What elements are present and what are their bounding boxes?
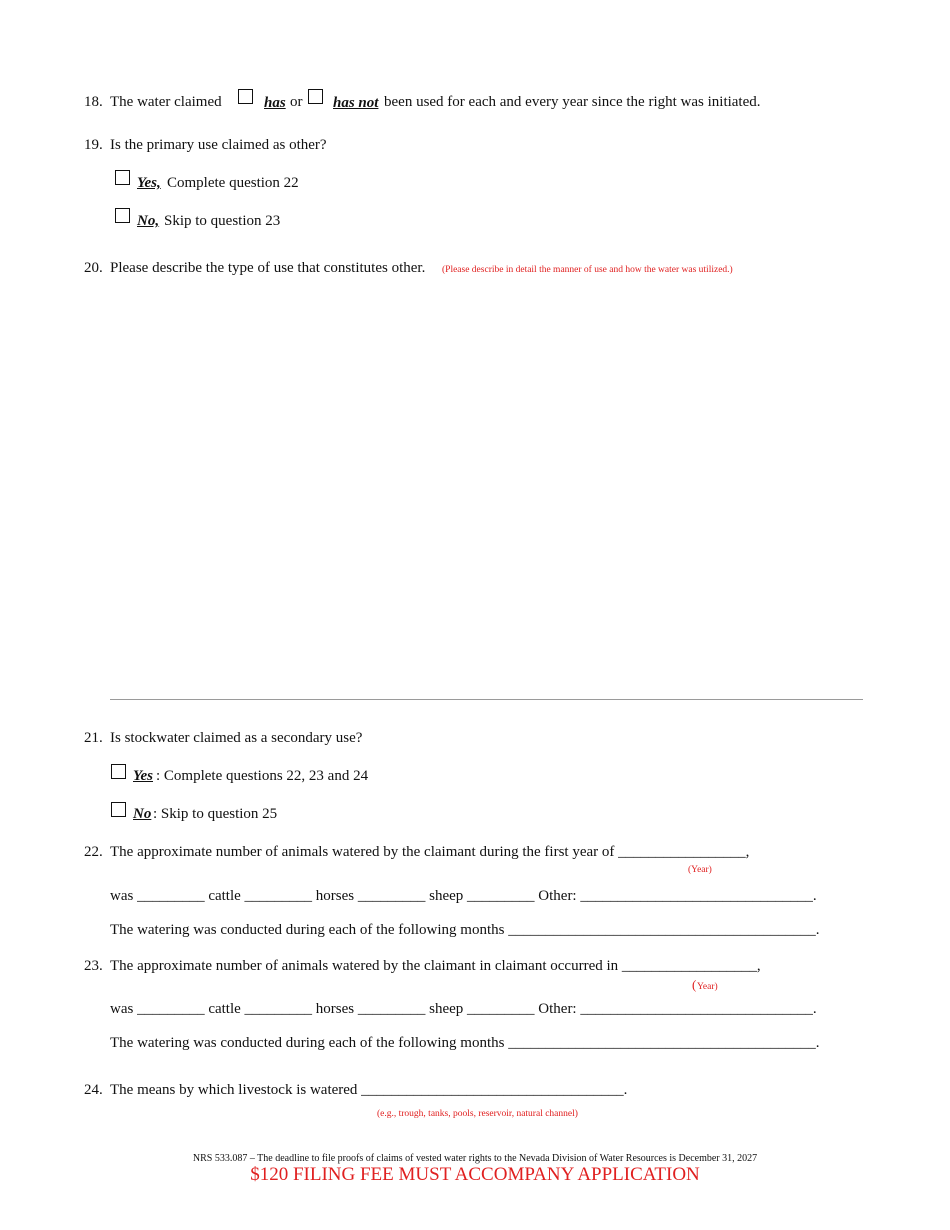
q19-yes-text: Complete question 22	[167, 175, 299, 191]
q23-number: 23.	[84, 958, 103, 974]
q20-number: 20.	[84, 260, 103, 276]
footer-nrs-line: NRS 533.087 – The deadline to file proofs of claims of vested water rights to the Nevada Division of Water Resources is December 31, 2027	[192, 1153, 758, 1164]
q22-months-line[interactable]: The watering was conducted during each of the following months _________________________________________.	[110, 922, 820, 938]
q21-yes-label: Yes	[133, 768, 153, 784]
q18-text-before: The water claimed	[110, 94, 222, 110]
q24-number: 24.	[84, 1082, 103, 1098]
q20-note: (Please describe in detail the manner of use and how the water was utilized.)	[442, 265, 733, 275]
q21-yes-text: : Complete questions 22, 23 and 24	[156, 768, 369, 784]
q19-no-label: No,	[137, 213, 160, 229]
q23-question[interactable]: The approximate number of animals watered by the claimant in claimant occurred in __________________,	[110, 958, 761, 974]
footer-fee-line: $120 FILING FEE MUST ACCOMPANY APPLICATION	[250, 1164, 700, 1185]
q23-year-paren: (	[692, 977, 697, 992]
q18-has-not-checkbox[interactable]	[308, 89, 323, 104]
q18-or: or	[290, 94, 303, 110]
q22-question[interactable]: The approximate number of animals watered by the claimant during the first year of _________________,	[110, 844, 750, 860]
q19-yes-checkbox[interactable]	[115, 170, 130, 185]
q18-number: 18.	[84, 94, 103, 110]
q22-year-note: (Year)	[688, 865, 712, 875]
q23-months-line[interactable]: The watering was conducted during each of the following months _________________________________________.	[110, 1035, 820, 1051]
q21-no-text: : Skip to question 25	[153, 806, 278, 822]
divider-line	[110, 699, 863, 700]
q24-question[interactable]: The means by which livestock is watered ___________________________________.	[110, 1082, 628, 1098]
q20-answer-area[interactable]	[110, 285, 863, 695]
q18-has-checkbox[interactable]	[238, 89, 253, 104]
q21-question: Is stockwater claimed as a secondary use?	[110, 730, 363, 746]
q18-text-after: been used for each and every year since the right was initiated.	[384, 94, 761, 110]
q22-animals-line[interactable]: was _________ cattle _________ horses _________ sheep _________ Other: _______________________________.	[110, 888, 817, 904]
q19-number: 19.	[84, 137, 103, 153]
q23-animals-line[interactable]: was _________ cattle _________ horses _________ sheep _________ Other: _______________________________.	[110, 1001, 817, 1017]
q22-number: 22.	[84, 844, 103, 860]
q21-number: 21.	[84, 730, 103, 746]
q19-no-text: Skip to question 23	[164, 213, 281, 229]
q21-no-label: No	[133, 806, 152, 822]
q23-year-note: Year)	[697, 982, 718, 992]
q18-has-label: has	[264, 95, 286, 111]
q20-question: Please describe the type of use that constitutes other.	[110, 260, 426, 276]
q19-yes-label: Yes,	[137, 175, 161, 191]
q19-no-checkbox[interactable]	[115, 208, 130, 223]
q24-note: (e.g., trough, tanks, pools, reservoir, natural channel)	[377, 1109, 578, 1119]
q18-has-not-label: has not	[333, 95, 379, 111]
q21-no-checkbox[interactable]	[111, 802, 126, 817]
q19-question: Is the primary use claimed as other?	[110, 137, 327, 153]
q21-yes-checkbox[interactable]	[111, 764, 126, 779]
